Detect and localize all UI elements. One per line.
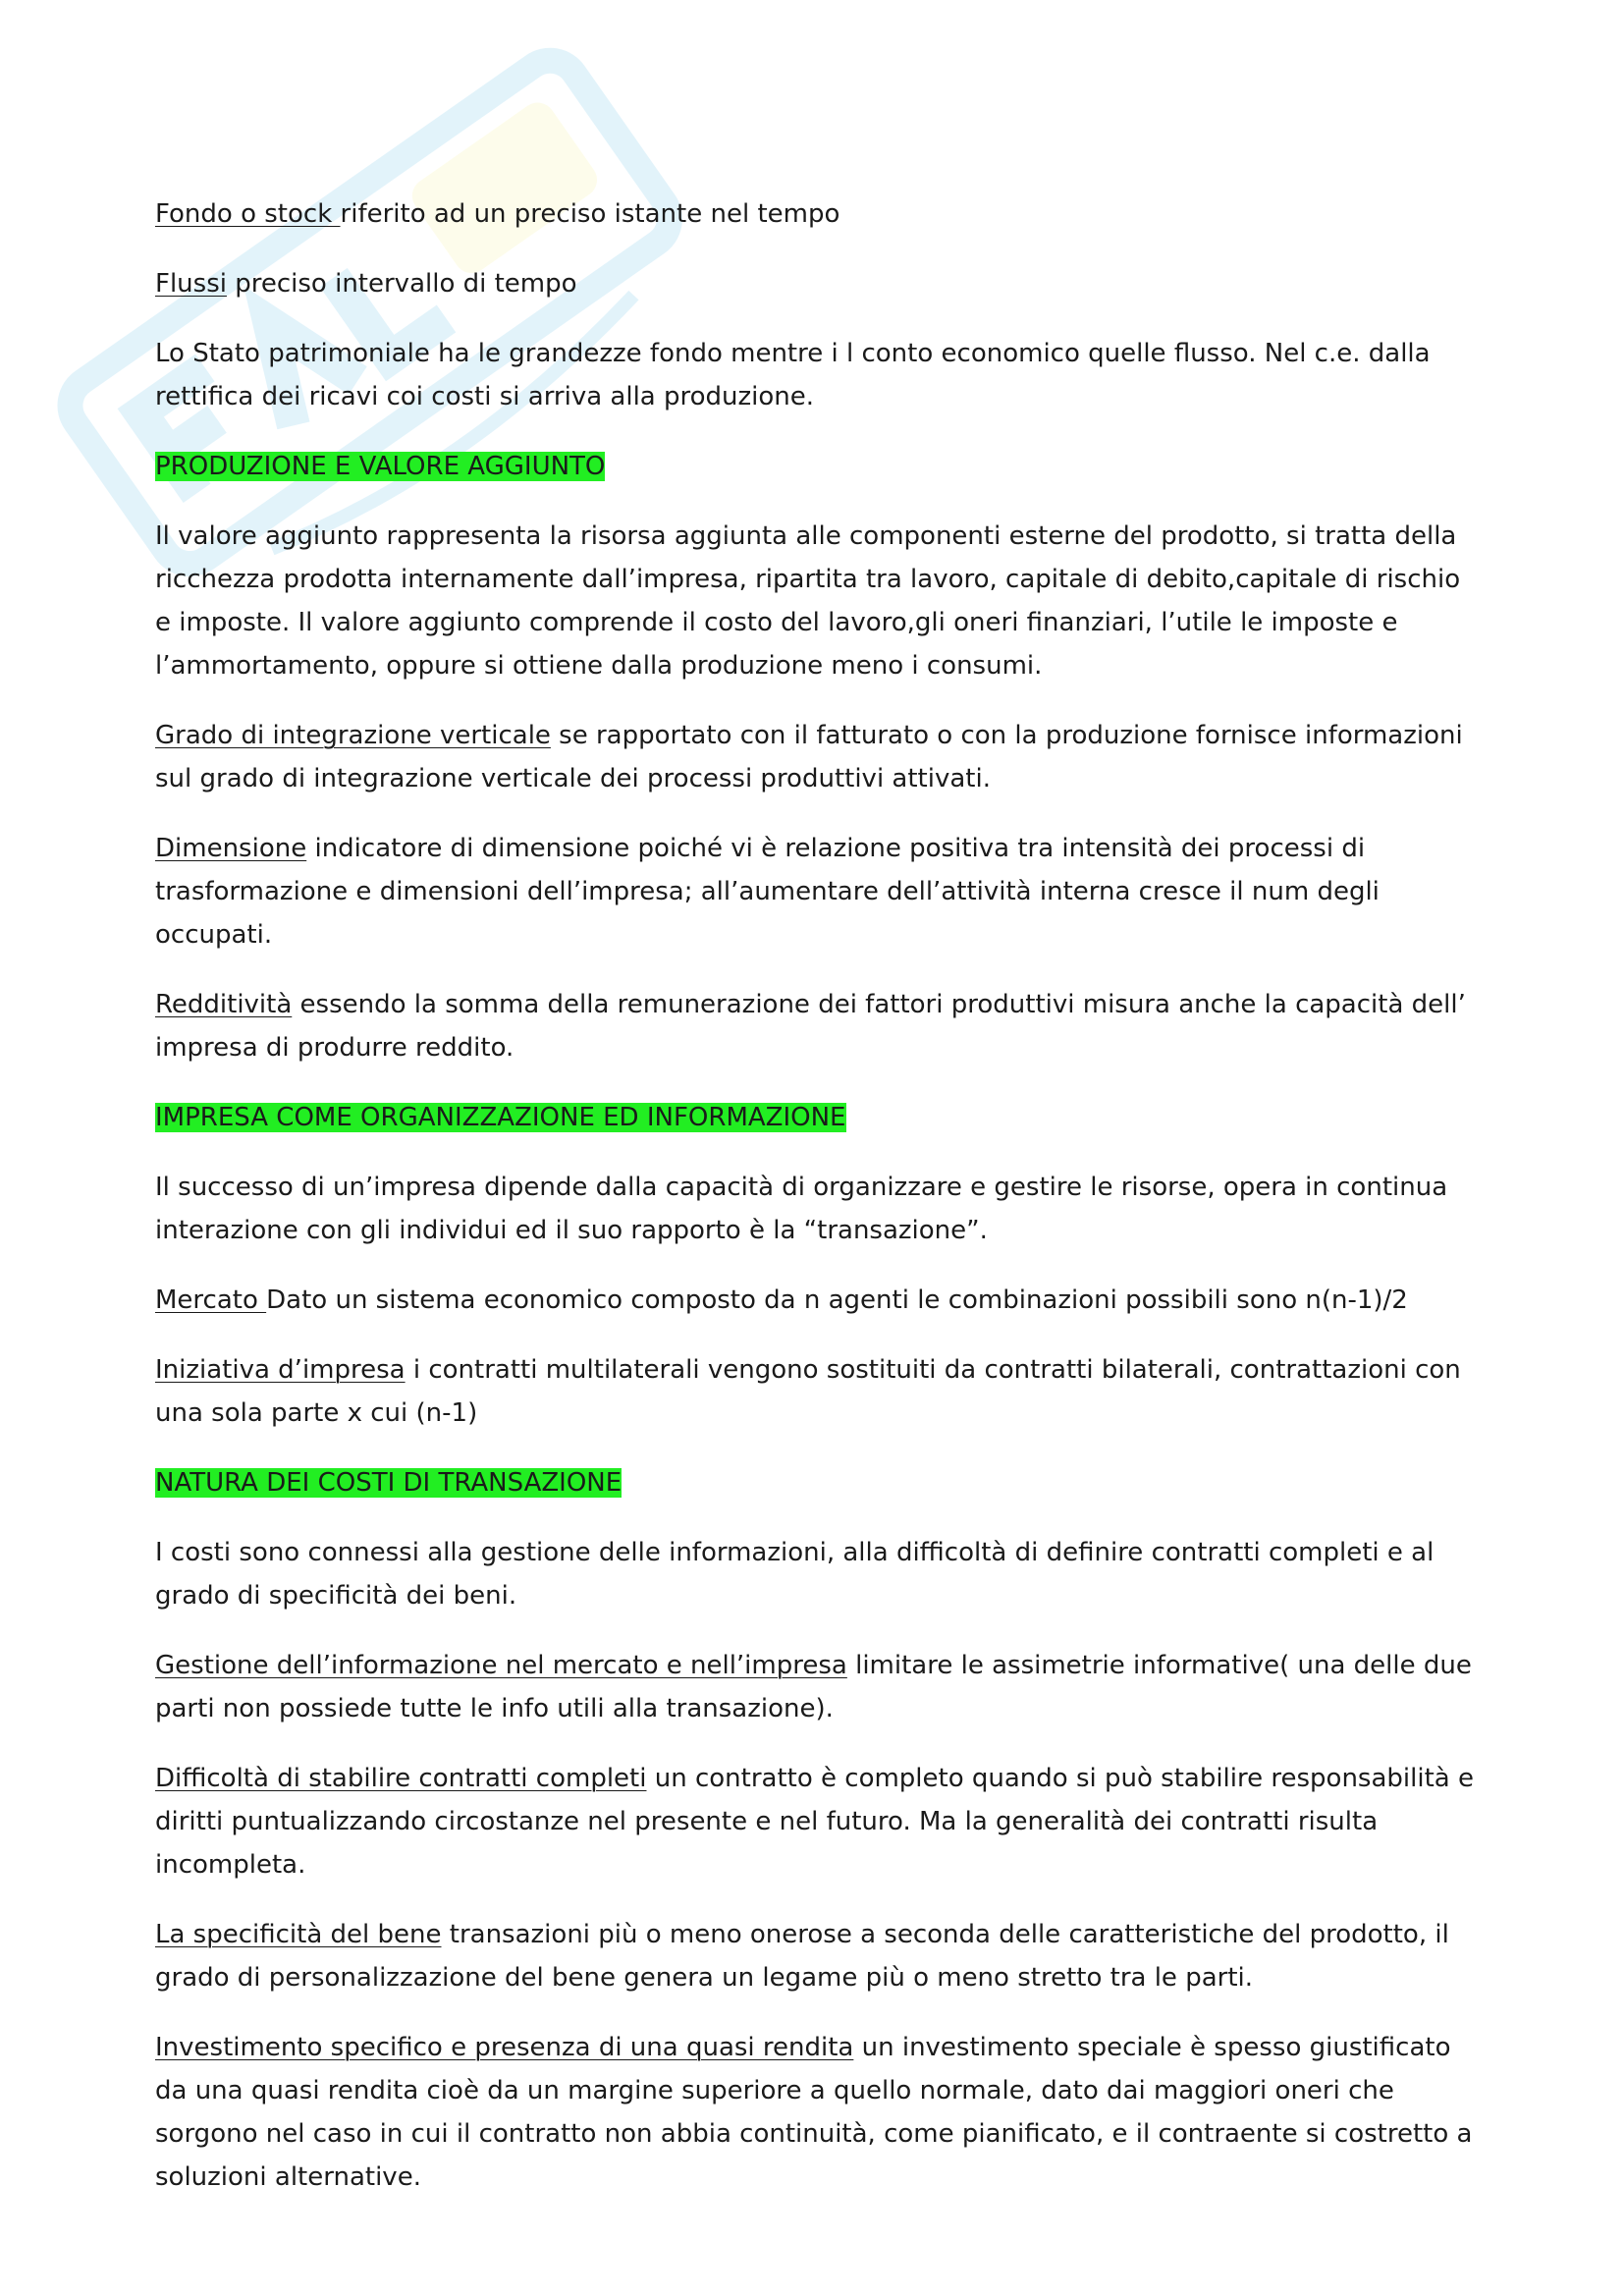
paragraph-dimensione	[155, 827, 1476, 957]
paragraph-costi-connessi: I costi sono connessi alla gestione delle informazioni, alla difficoltà di definire contratti completi e al grado di specificità dei beni.	[155, 1538, 1435, 1611]
term-mercato: Mercato	[155, 1285, 267, 1315]
text-dimensione: indicatore di dimensione poiché vi è relazione positiva tra intensità dei processi di trasformazione e dimensioni dell’impresa; all’aumentare dell’attività interna cresce il num degli occupati.	[155, 834, 1380, 950]
paragraph-investimento-specifico	[155, 2026, 1476, 2199]
paragraph-stato-patrimoniale: Lo Stato patrimoniale ha le grandezze fondo mentre i l conto economico quelle flusso. Nel c.e. dalla rettifica dei ricavi coi costi si arriva alla produzione.	[155, 339, 1431, 411]
heading-produzione-label: PRODUZIONE E VALORE AGGIUNTO	[155, 452, 606, 481]
text-flussi: preciso intervallo di tempo	[226, 269, 577, 299]
heading-produzione	[155, 445, 1476, 488]
paragraph-fondo	[155, 192, 1476, 236]
heading-impresa-label: IMPRESA COME ORGANIZZAZIONE ED INFORMAZIONE	[155, 1103, 846, 1132]
term-investimento-specifico: Investimento specifico e presenza di una quasi rendita	[155, 2033, 854, 2062]
document-body	[155, 192, 1476, 2225]
paragraph-iniziativa	[155, 1348, 1476, 1435]
text-grado-integrazione: se rapportato con il fatturato o con la produzione fornisce informazioni sul grado di integrazione verticale dei processi produttivi attivati.	[155, 721, 1463, 793]
text-investimento-specifico: un investimento speciale è spesso giustificato da una quasi rendita cioè da un margine superiore a quello normale, dato dai maggiori oneri che sorgono nel caso in cui il contratto non abbia continuità, come pianificato, e il contraente si costretto a soluzioni alternative.	[155, 2033, 1473, 2192]
text-mercato: Dato un sistema economico composto da n agenti le combinazioni possibili sono n(n-1)/2	[266, 1285, 1408, 1315]
text-redditivita: essendo la somma della remunerazione dei fattori produttivi misura anche la capacità dell’ impresa di produrre reddito.	[155, 990, 1466, 1063]
heading-natura-costi	[155, 1461, 1476, 1504]
paragraph-gestione-informazione	[155, 1644, 1476, 1730]
term-redditivita: Redditività	[155, 990, 293, 1019]
paragraph-successo-impresa: Il successo di un’impresa dipende dalla capacità di organizzare e gestire le risorse, opera in continua interazione con gli individui ed il suo rapporto è la “transazione”.	[155, 1173, 1448, 1245]
term-contratti-completi: Difficoltà di stabilire contratti completi	[155, 1764, 647, 1793]
paragraph-flussi	[155, 262, 1476, 305]
term-gestione-informazione: Gestione dell’informazione nel mercato e nell’impresa	[155, 1651, 847, 1680]
term-flussi: Flussi	[155, 269, 227, 299]
term-fondo: Fondo o stock	[155, 199, 341, 229]
text-contratti-completi: un contratto è completo quando si può stabilire responsabilità e diritti puntualizzando circostanze nel presente e nel futuro. Ma la generalità dei contratti risulta incompleta.	[155, 1764, 1474, 1880]
text-gestione-informazione: limitare le assimetrie informative( una delle due parti non possiede tutte le info utili alla transazione).	[155, 1651, 1472, 1723]
term-iniziativa: Iniziativa d’impresa	[155, 1355, 406, 1385]
term-specificita-bene: La specificità del bene	[155, 1920, 442, 1949]
paragraph-specificita-bene	[155, 1913, 1476, 1999]
paragraph-grado-integrazione	[155, 714, 1476, 800]
text-fondo: riferito ad un preciso istante nel tempo	[340, 199, 840, 229]
term-grado-integrazione: Grado di integrazione verticale	[155, 721, 551, 750]
paragraph-redditivita	[155, 983, 1476, 1069]
paragraph-mercato	[155, 1279, 1476, 1322]
text-specificita-bene: transazioni più o meno onerose a seconda delle caratteristiche del prodotto, il grado di personalizzazione del bene genera un legame più o meno stretto tra le parti.	[155, 1920, 1449, 1993]
paragraph-contratti-completi	[155, 1757, 1476, 1886]
heading-natura-costi-label: NATURA DEI COSTI DI TRANSAZIONE	[155, 1468, 623, 1498]
text-iniziativa: i contratti multilaterali vengono sostituiti da contratti bilaterali, contrattazioni con una sola parte x cui (n-1)	[155, 1355, 1461, 1428]
heading-impresa	[155, 1096, 1476, 1139]
term-dimensione: Dimensione	[155, 834, 307, 863]
paragraph-valore-aggiunto: Il valore aggiunto rappresenta la risorsa aggiunta alle componenti esterne del prodotto, si tratta della ricchezza prodotta internamente dall’impresa, ripartita tra lavoro, capitale di debito,capitale di rischio e imposte. Il valore aggiunto comprende il costo del lavoro,gli oneri finanziari, l’utile le imposte e l’ammortamento, oppure si ottiene dalla produzione meno i consumi.	[155, 521, 1461, 681]
